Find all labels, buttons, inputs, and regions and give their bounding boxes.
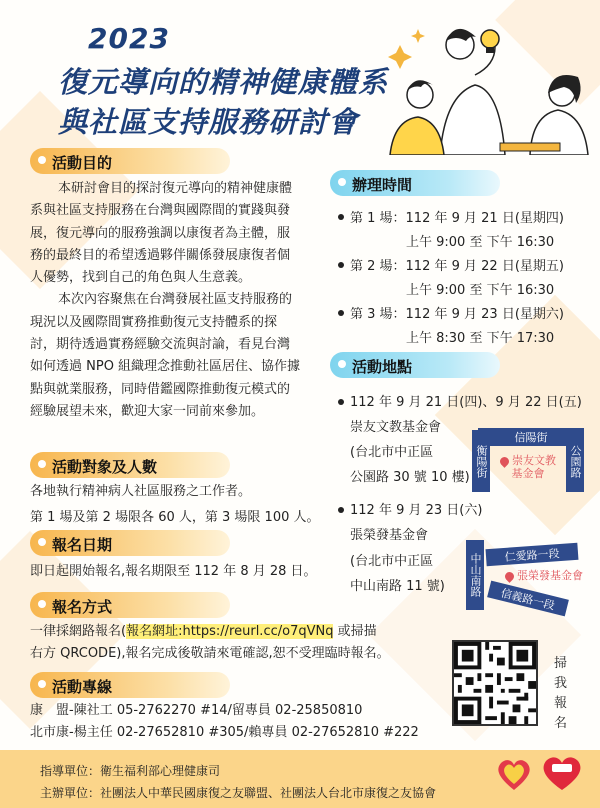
text-line: 康 盟-陳社工 05-2762270 #14/留專員 02-25850810 (30, 703, 363, 718)
bullet-dot-icon (38, 680, 46, 688)
text-fragment: 或掃描 (333, 624, 377, 639)
map-road-xinyang: 信陽街 (478, 428, 584, 446)
map-marker-chungyou (498, 452, 558, 482)
event-year: 2023 (88, 22, 170, 55)
event-title-line1: 復元導向的精神健康體系 (58, 65, 389, 99)
location-pin-icon (503, 570, 516, 583)
purpose-paragraph (30, 178, 320, 423)
session-2-day: 第 2 場：112 年 9 月 22 日(星期五) (350, 259, 564, 274)
heading-text: 活動目的 (52, 154, 113, 172)
heart-logo-icon (495, 756, 533, 792)
reg-date-text (30, 561, 330, 583)
section-heading-audience (30, 452, 230, 478)
text-line: 本次內容聚焦在台灣發展社區支持服務的 (58, 292, 293, 308)
text-line: 點與就業服務，同時借鑑國際推動復元模式的 (30, 381, 291, 397)
map-road-gongyuan: 公園路 (566, 430, 584, 492)
text-line: 如何透過 NPO 組織理念推動社區居住、協作據 (30, 359, 301, 375)
bullet-dot-icon (338, 310, 344, 316)
registration-qrcode[interactable] (452, 640, 538, 726)
text-line (30, 621, 430, 643)
section-heading-hotline (30, 672, 230, 698)
venue-2-date: 112 年 9 月 23 日(六) (350, 503, 483, 518)
section-heading-purpose (30, 148, 230, 174)
heading-text: 報名方式 (52, 598, 113, 616)
text-line: 人優勢，找到自己的角色與人生意義。 (30, 270, 252, 286)
session-1-day: 第 1 場：112 年 9 月 21 日(星期四) (350, 211, 564, 226)
location-pin-icon (498, 455, 511, 468)
map-label: 基金會 (511, 467, 545, 480)
text-line: 本研討會目的探討復元導向的精神健康體 (58, 181, 293, 196)
qrcode-icon (454, 642, 536, 724)
section-heading-reg-method (30, 592, 230, 618)
text-line: 經驗展望未來，歡迎大家一同前來參加。 (30, 403, 265, 419)
bullet-dot-icon (338, 360, 346, 368)
venue-1-address-line2: 公園路 30 號 10 樓) (350, 470, 470, 485)
venue-1-address-line1: (台北市中正區 (350, 445, 434, 460)
text-line: 第 1 場及第 2 場限各 60 人，第 3 場限 100 人。 (30, 510, 320, 526)
session-1-time: 上午 9:00 至 下午 16:30 (406, 235, 555, 250)
event-title-line2: 與社區支持服務研討會 (58, 105, 359, 139)
bullet-dot-icon (338, 262, 344, 268)
bullet-dot-icon (38, 460, 46, 468)
bullet-dot-icon (38, 538, 46, 546)
text-line: 各地執行精神病人社區服務之工作者。 (30, 484, 252, 499)
scan-to-register-label: 掃我報名 (554, 656, 568, 731)
session-2-time: 上午 9:00 至 下午 16:30 (406, 283, 555, 298)
map-road-renai: 仁愛路一段 (486, 543, 579, 566)
session-3-day: 第 3 場：112 年 9 月 23 日(星期六) (350, 307, 564, 322)
text-line: 現況以及國際間實務推動復元支持體系的探 (30, 314, 278, 330)
registration-url-link[interactable]: 報名網址:https://reurl.cc/o7qVNq (126, 624, 334, 639)
reg-method-text (30, 621, 430, 666)
text-line: 系與社區支持服務在台灣與國際間的實踐與發 (30, 203, 291, 219)
bullet-dot-icon (338, 214, 344, 220)
bullet-dot-icon (38, 600, 46, 608)
venue-1-date: 112 年 9 月 21 日(四)、9 月 22 日(五) (350, 395, 582, 410)
venue-1-name: 崇友文教基金會 (350, 420, 442, 435)
section-heading-schedule (330, 170, 500, 196)
footer-bar (0, 750, 600, 808)
map-marker-evergreen (500, 567, 588, 585)
venue-2-address-line2: 中山南路 11 號) (350, 579, 445, 594)
text-line: 北市康-楊主任 02-27652810 #305/賴專員 02-27652810 #222 (30, 725, 419, 741)
text-line: 右方 QRCODE),報名完成後敬請來電確認,恕不受理臨時報名。 (30, 646, 390, 662)
organizer-unit: 主辦單位：社團法人中華民國康復之友聯盟、社團法人台北市康復之友協會 (40, 786, 437, 800)
map-label: 張榮發基金會 (517, 569, 583, 582)
bullet-dot-icon (338, 178, 346, 186)
map-road-zhongshan-s: 中山南路 (466, 540, 484, 610)
people-illustration (380, 15, 600, 155)
heart-logo-icon (540, 754, 584, 792)
venue-2-address-line1: (台北市中正區 (350, 554, 434, 569)
heading-text: 活動地點 (352, 358, 413, 376)
map-label: 崇友文教 (512, 454, 556, 467)
text-line: 討，期待透過實務經驗交流與討論，看見台灣 (30, 337, 291, 353)
heading-text: 辦理時間 (352, 176, 413, 194)
bullet-dot-icon (338, 507, 344, 513)
section-heading-reg-date (30, 530, 230, 556)
hotline-text (30, 700, 450, 745)
map-road-hengyang: 衡陽街 (472, 430, 490, 492)
section-heading-venue (330, 352, 500, 378)
map-road-xinyi: 信義路一段 (487, 581, 569, 617)
heading-text: 活動專線 (52, 678, 113, 696)
session-3-time: 上午 8:30 至 下午 17:30 (406, 331, 555, 346)
heading-text: 報名日期 (52, 536, 113, 554)
text-line: 展，復元導向的服務強調以康復者為主體，服 (30, 225, 291, 241)
venue-2-name: 張榮發基金會 (350, 528, 429, 543)
audience-text (30, 481, 330, 530)
heading-text: 活動對象及人數 (52, 458, 158, 476)
bullet-dot-icon (38, 156, 46, 164)
text-line: 即日起開始報名,報名期限至 112 年 8 月 28 日。 (30, 564, 317, 579)
text-fragment: 一律採網路報名( (30, 624, 127, 639)
text-line: 務的最終目的希望透過夥伴關係發展康復者個 (30, 247, 291, 263)
supervisor-unit: 指導單位：衛生福利部心理健康司 (40, 764, 221, 778)
bullet-dot-icon (338, 399, 344, 405)
